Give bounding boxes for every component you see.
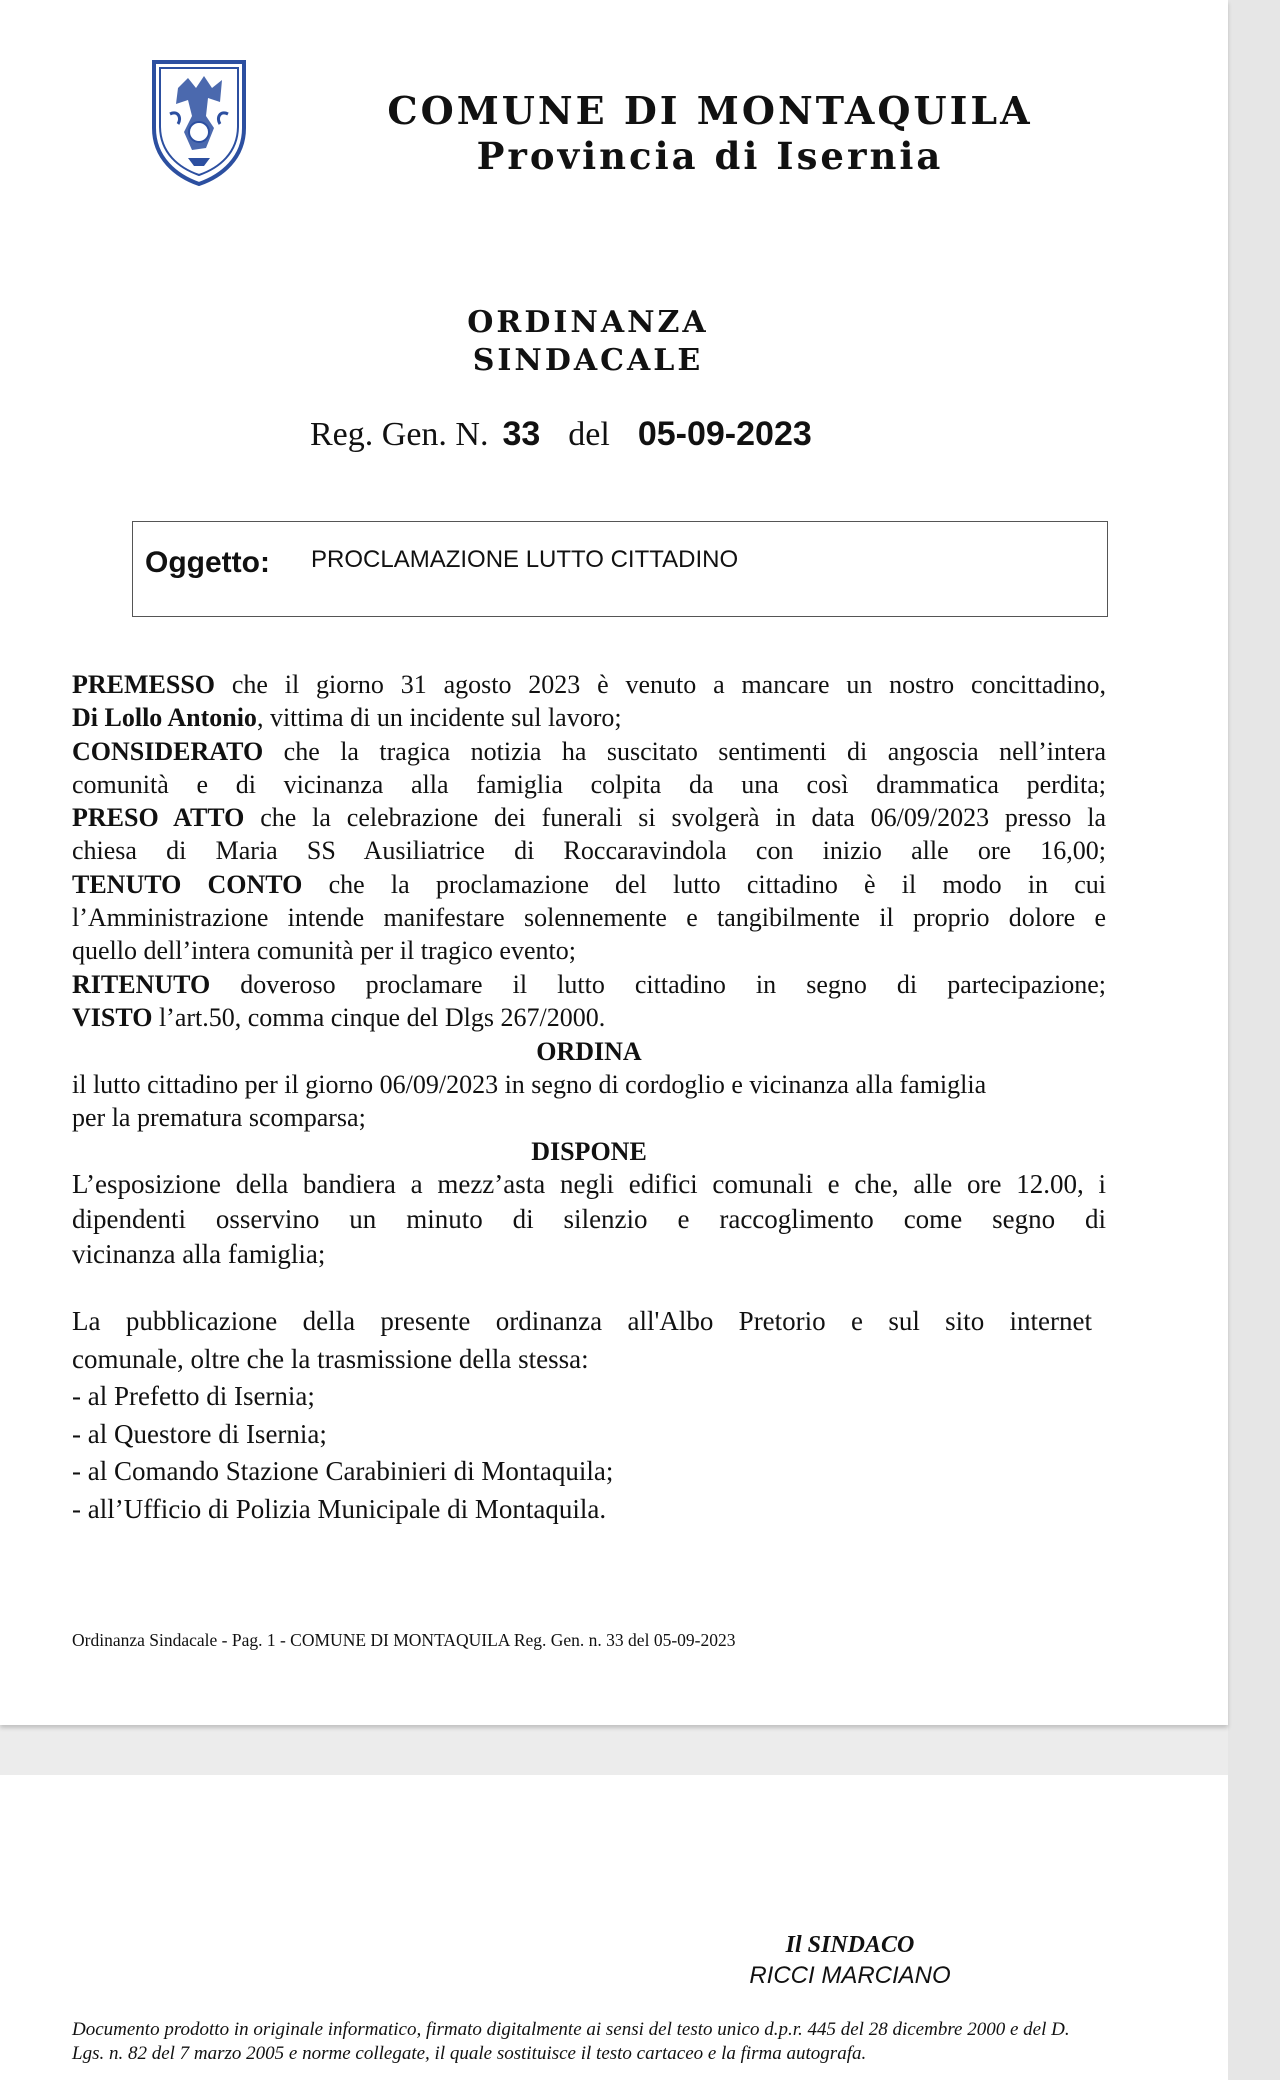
dispone-heading: DISPONE [531, 1137, 647, 1166]
text-run: , vittima di un incidente sul lavoro; [256, 703, 622, 733]
reg-del: del [568, 416, 610, 453]
registration-line [310, 415, 812, 454]
text-run: l’art.50, comma cinque del Dlgs 267/2000. [152, 1002, 606, 1032]
subject-box [132, 521, 1108, 617]
body-line: dipendenti osservino un minuto di silenzio e raccoglimento come segno di [72, 1204, 1106, 1234]
recipient-item: - all’Ufficio di Polizia Municipale di Montaquila. [72, 1493, 607, 1524]
premises-section [72, 668, 1106, 1034]
reg-date: 05-09-2023 [637, 415, 812, 453]
text-run: che il giorno 31 agosto 2023 è venuto a mancare un nostro concittadino, [215, 670, 1106, 699]
signature-name: RICCI MARCIANO [749, 1962, 951, 1989]
body-line: comunità e di vicinanza alla famiglia colpita da una così drammatica perdita; [72, 769, 1106, 799]
recipient-item: - al Comando Stazione Carabinieri di Montaquila; [72, 1456, 614, 1486]
text-run: che la celebrazione dei funerali si svolgerà in data 06/09/2023 presso la [244, 803, 1106, 833]
body-line [72, 701, 1106, 734]
digital-signature-note: Documento prodotto in originale informatico, firmato digitalmente ai sensi del testo unico d.p.r. 445 del 28 dicembre 2000 e del D. Lgs. n. 82 del 7 marzo 2005 e norme collegate, il quale sostituisce il testo cartaceo e la firma autografa. [72, 2019, 1070, 2064]
reg-prefix: Reg. Gen. N. [310, 416, 489, 453]
body-line: La pubblicazione della presente ordinanza all'Albo Pretorio e sul sito internet [72, 1306, 1092, 1336]
recipient-item: - al Prefetto di Isernia; [72, 1381, 315, 1411]
body-line: per la prematura scomparsa; [72, 1103, 366, 1133]
text-run: doveroso proclamare il lutto cittadino in segno di partecipazione; [210, 969, 1106, 999]
keyword: VISTO [72, 1002, 153, 1032]
body-line: L’esposizione della bandiera a mezz’asta negli edifici comunali e che, alle ore 12.00, i [72, 1169, 1106, 1199]
signature-title: Il SINDACO [785, 1932, 915, 1958]
body-line [72, 1001, 1106, 1034]
keyword: TENUTO CONTO [72, 869, 303, 899]
ordina-section [72, 1068, 1106, 1135]
body-line [72, 968, 1106, 1001]
province-title: Provincia di Isernia [476, 134, 944, 178]
doc-type-line2: SINDACALE [472, 343, 704, 378]
body-line [72, 868, 1106, 901]
municipal-crest-icon [148, 58, 250, 186]
page-footer: Ordinanza Sindacale - Pag. 1 - COMUNE DI MONTAQUILA Reg. Gen. n. 33 del 05-09-2023 [72, 1630, 736, 1650]
dispone-section [72, 1167, 1106, 1272]
keyword: CONSIDERATO [72, 736, 264, 766]
reg-number: 33 [502, 415, 541, 453]
recipient-item: - al Questore di Isernia; [72, 1418, 327, 1449]
doc-type-line1: ORDINANZA [467, 305, 709, 340]
body-line: comunale, oltre che la trasmissione della stessa: [72, 1343, 589, 1374]
publication-section [72, 1303, 1092, 1528]
body-line: il lutto cittadino per il giorno 06/09/2023 in segno di cordoglio e vicinanza alla famiglia [72, 1070, 987, 1099]
subject-label: Oggetto: [145, 546, 270, 579]
body-line [72, 735, 1106, 768]
body-line: chiesa di Maria SS Ausiliatrice di Roccaravindola con inizio alle ore 16,00; [72, 836, 1106, 866]
body-line: vicinanza alla famiglia; [72, 1239, 326, 1269]
ordina-heading: ORDINA [536, 1037, 642, 1066]
viewer-background [1228, 0, 1280, 2080]
keyword: PRESO ATTO [72, 803, 245, 833]
person-name: Di Lollo Antonio [72, 703, 257, 733]
keyword: RITENUTO [72, 969, 211, 999]
body-line: quello dell’intera comunità per il tragico evento; [72, 936, 576, 966]
body-line: l’Amministrazione intende manifestare solennemente e tangibilmente il proprio dolore e [72, 903, 1106, 933]
body-line [72, 668, 1106, 701]
text-run: che la proclamazione del lutto cittadino è il modo in cui [302, 869, 1106, 899]
text-run: che la tragica notizia ha suscitato sentimenti di angoscia nell’intera [263, 736, 1106, 766]
subject-text: PROCLAMAZIONE LUTTO CITTADINO [311, 546, 739, 573]
municipality-title: COMUNE DI MONTAQUILA [387, 88, 1033, 133]
keyword: PREMESSO [72, 670, 216, 699]
body-line [72, 801, 1106, 834]
